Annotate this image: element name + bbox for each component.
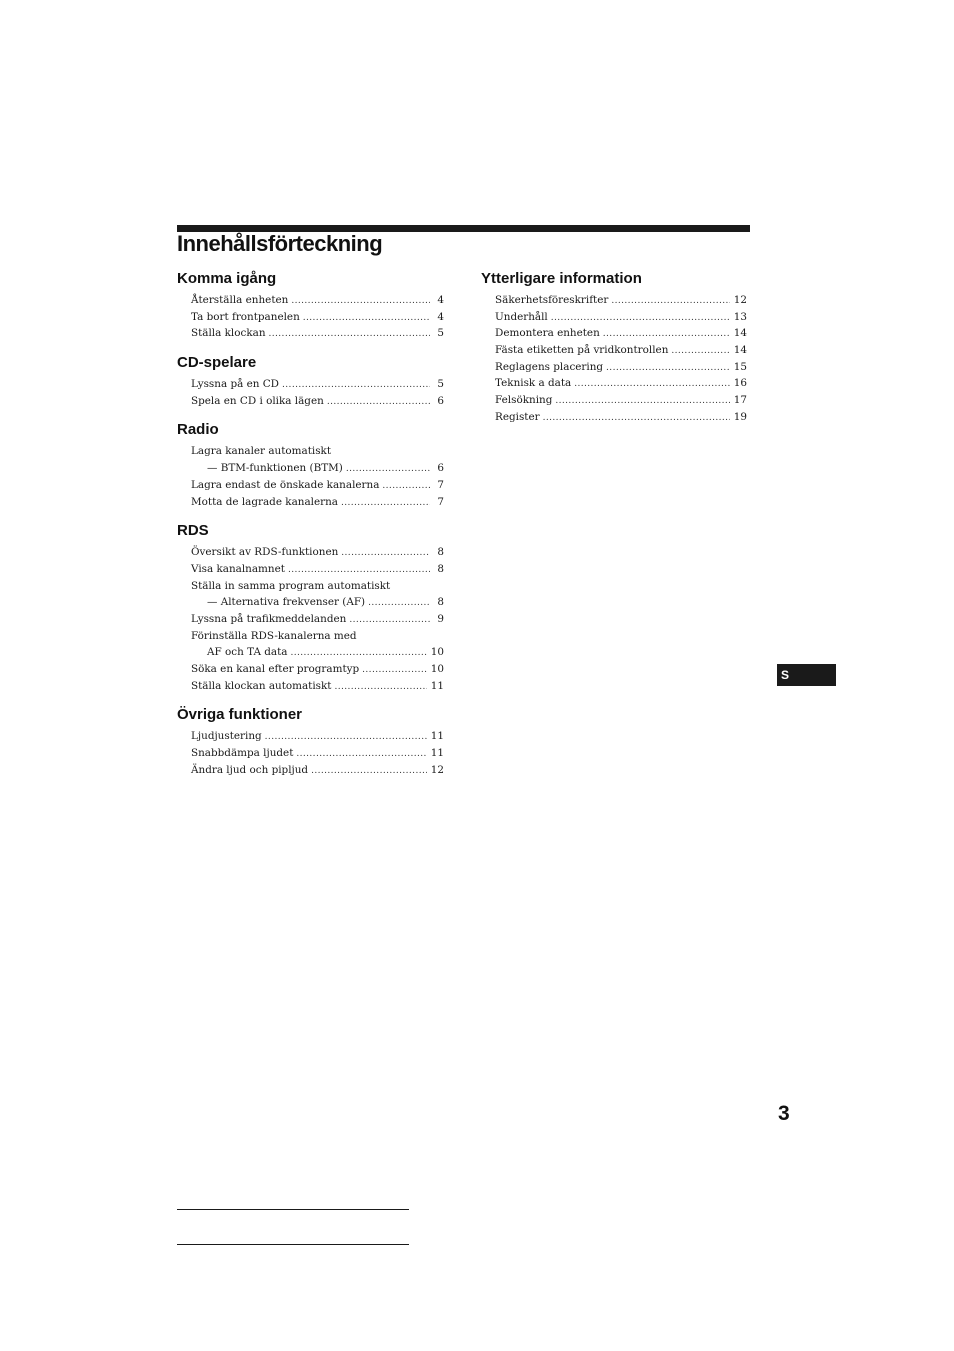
toc-entry[interactable] (191, 494, 444, 511)
dot-leader (606, 360, 730, 377)
entry-label: Motta de lagrade kanalerna (191, 495, 338, 508)
toc-entry-continued[interactable] (207, 644, 444, 661)
entry-page-number: 13 (733, 310, 747, 323)
toc-entry[interactable] (191, 678, 444, 695)
dot-leader (288, 562, 430, 579)
entry-label: AF och TA data (207, 646, 288, 659)
dot-leader (290, 645, 426, 662)
toc-entry[interactable] (191, 611, 444, 628)
toc-entry[interactable] (495, 359, 747, 376)
entry-page-number: 10 (430, 663, 444, 675)
entry-label: Ställa in samma program automatiskt (191, 579, 391, 592)
dot-leader (282, 377, 430, 394)
entry-label: Fästa etiketten på vridkontrollen (495, 344, 669, 357)
toc-section-komma-igang (177, 268, 444, 342)
toc-entry[interactable] (191, 762, 444, 779)
entry-page-number: 9 (437, 612, 444, 625)
entry-page-number: 17 (733, 394, 747, 407)
entry-label: Säkerhetsföreskrifter (495, 294, 609, 306)
dot-leader (362, 662, 427, 679)
entry-page-number: 19 (733, 410, 747, 423)
entry-page-number: 14 (733, 327, 747, 340)
dot-leader (269, 326, 430, 343)
entry-label: Lyssna på trafikmeddelanden (191, 612, 347, 625)
toc-entry[interactable] (191, 561, 444, 578)
page-number: 3 (778, 1102, 790, 1125)
toc-entry[interactable] (191, 578, 444, 595)
toc-entry[interactable] (191, 292, 444, 309)
entry-label: Lagra kanaler automatiskt (191, 445, 331, 458)
toc-section-rds (177, 520, 444, 694)
entry-page-number: 11 (430, 747, 444, 760)
entry-page-number: 8 (437, 546, 444, 559)
entry-page-number: 7 (437, 495, 444, 508)
entry-label: Felsökning (495, 394, 553, 407)
language-tab: S (777, 664, 836, 686)
entry-label: Demontera enheten (495, 327, 600, 340)
entry-label: Ta bort frontpanelen (191, 310, 300, 323)
entry-label: Lagra endast de önskade kanalerna (191, 478, 380, 491)
toc-entry[interactable] (495, 292, 747, 309)
dot-leader (551, 310, 730, 327)
dot-leader (368, 595, 430, 612)
dot-leader (543, 410, 730, 427)
dot-leader (603, 326, 730, 343)
dot-leader (671, 343, 729, 360)
dot-leader (296, 746, 426, 763)
entry-page-number: 8 (437, 596, 444, 609)
entry-label: Översikt av RDS-funktionen (191, 546, 339, 559)
dot-leader (327, 394, 430, 411)
toc-entry[interactable] (191, 745, 444, 762)
toc-section-cd-spelare (177, 352, 444, 409)
toc-entry[interactable] (191, 661, 444, 678)
entry-label: — BTM-funktionen (BTM) (207, 462, 343, 475)
entry-label: Spela en CD i olika lägen (191, 394, 324, 407)
toc-entry[interactable] (495, 309, 747, 326)
dot-leader (611, 293, 729, 310)
entry-page-number: 14 (733, 344, 747, 357)
entry-page-number: 4 (437, 310, 444, 323)
entry-label: Underhåll (495, 310, 548, 323)
section-heading: Ytterligare information (481, 270, 642, 287)
toc-entry[interactable] (191, 477, 444, 494)
toc-entry[interactable] (191, 309, 444, 326)
toc-right-column (481, 268, 747, 436)
toc-entry[interactable] (495, 392, 747, 409)
toc-left-column (177, 268, 444, 788)
toc-entry[interactable] (495, 375, 747, 392)
entry-page-number: 8 (437, 562, 444, 575)
dot-leader (291, 293, 430, 310)
toc-entry[interactable] (495, 342, 747, 359)
entry-page-number: 10 (430, 646, 444, 659)
section-heading: RDS (177, 522, 209, 540)
entry-page-number: 12 (430, 763, 444, 776)
dot-leader (349, 612, 430, 629)
entry-page-number: 11 (430, 679, 444, 692)
entry-label: Förinställa RDS-kanalerna med (191, 629, 357, 642)
dot-leader (574, 376, 730, 393)
entry-label: Ändra ljud och pipljud (191, 763, 309, 776)
toc-entry[interactable] (191, 393, 444, 410)
toc-section-ytterligare-information (481, 268, 747, 426)
entry-label: Ljudjustering (191, 730, 262, 743)
dot-leader (555, 393, 729, 410)
section-heading: Övriga funktioner (177, 706, 303, 724)
toc-entry-continued[interactable] (207, 460, 444, 477)
dot-leader (265, 729, 427, 746)
entry-page-number: 12 (733, 294, 747, 306)
entry-label: Ställa klockan (191, 327, 266, 340)
dot-leader (346, 461, 430, 478)
entry-page-number: 5 (437, 378, 444, 391)
section-heading: Komma igång (177, 270, 277, 287)
toc-entry[interactable] (495, 325, 747, 342)
entry-page-number: 4 (437, 294, 444, 306)
entry-label: Snabbdämpa ljudet (191, 747, 294, 760)
entry-label: Register (495, 410, 540, 423)
entry-label: Visa kanalnamnet (191, 562, 285, 575)
toc-entry-continued[interactable] (207, 594, 444, 611)
dot-leader (341, 545, 430, 562)
entry-label: Teknisk a data (495, 377, 572, 390)
entry-label: Lyssna på en CD (191, 378, 280, 391)
toc-section-radio (177, 419, 444, 510)
toc-section-ovriga-funktioner (177, 704, 444, 778)
entry-label: — Alternativa frekvenser (AF) (207, 596, 366, 609)
toc-entry[interactable] (495, 409, 747, 426)
entry-label: Återställa enheten (191, 294, 289, 306)
toc-entry[interactable] (191, 728, 444, 745)
toc-entry[interactable] (191, 628, 444, 645)
dot-leader (341, 495, 430, 512)
entry-label: Ställa klockan automatiskt (191, 679, 332, 692)
entry-page-number: 6 (437, 462, 444, 475)
section-heading: Radio (177, 421, 219, 439)
entry-page-number: 7 (437, 478, 444, 491)
entry-label: Söka en kanal efter programtyp (191, 663, 360, 675)
section-heading: CD-spelare (177, 354, 257, 372)
dot-leader (303, 310, 430, 327)
page-title: Innehållsförteckning (177, 231, 383, 256)
toc-entry[interactable] (191, 376, 444, 393)
entry-page-number: 15 (733, 360, 747, 373)
footer-rule (177, 1209, 409, 1210)
entry-page-number: 5 (437, 327, 444, 340)
entry-page-number: 16 (733, 377, 747, 390)
entry-page-number: 11 (430, 730, 444, 743)
toc-entry[interactable] (191, 443, 444, 460)
dot-leader (311, 763, 427, 780)
entry-label: Reglagens placering (495, 360, 604, 373)
dot-leader (334, 679, 426, 696)
toc-entry[interactable] (191, 325, 444, 342)
toc-entry[interactable] (191, 544, 444, 561)
footer-rule (177, 1244, 409, 1245)
dot-leader (382, 478, 430, 495)
entry-page-number: 6 (437, 394, 444, 407)
